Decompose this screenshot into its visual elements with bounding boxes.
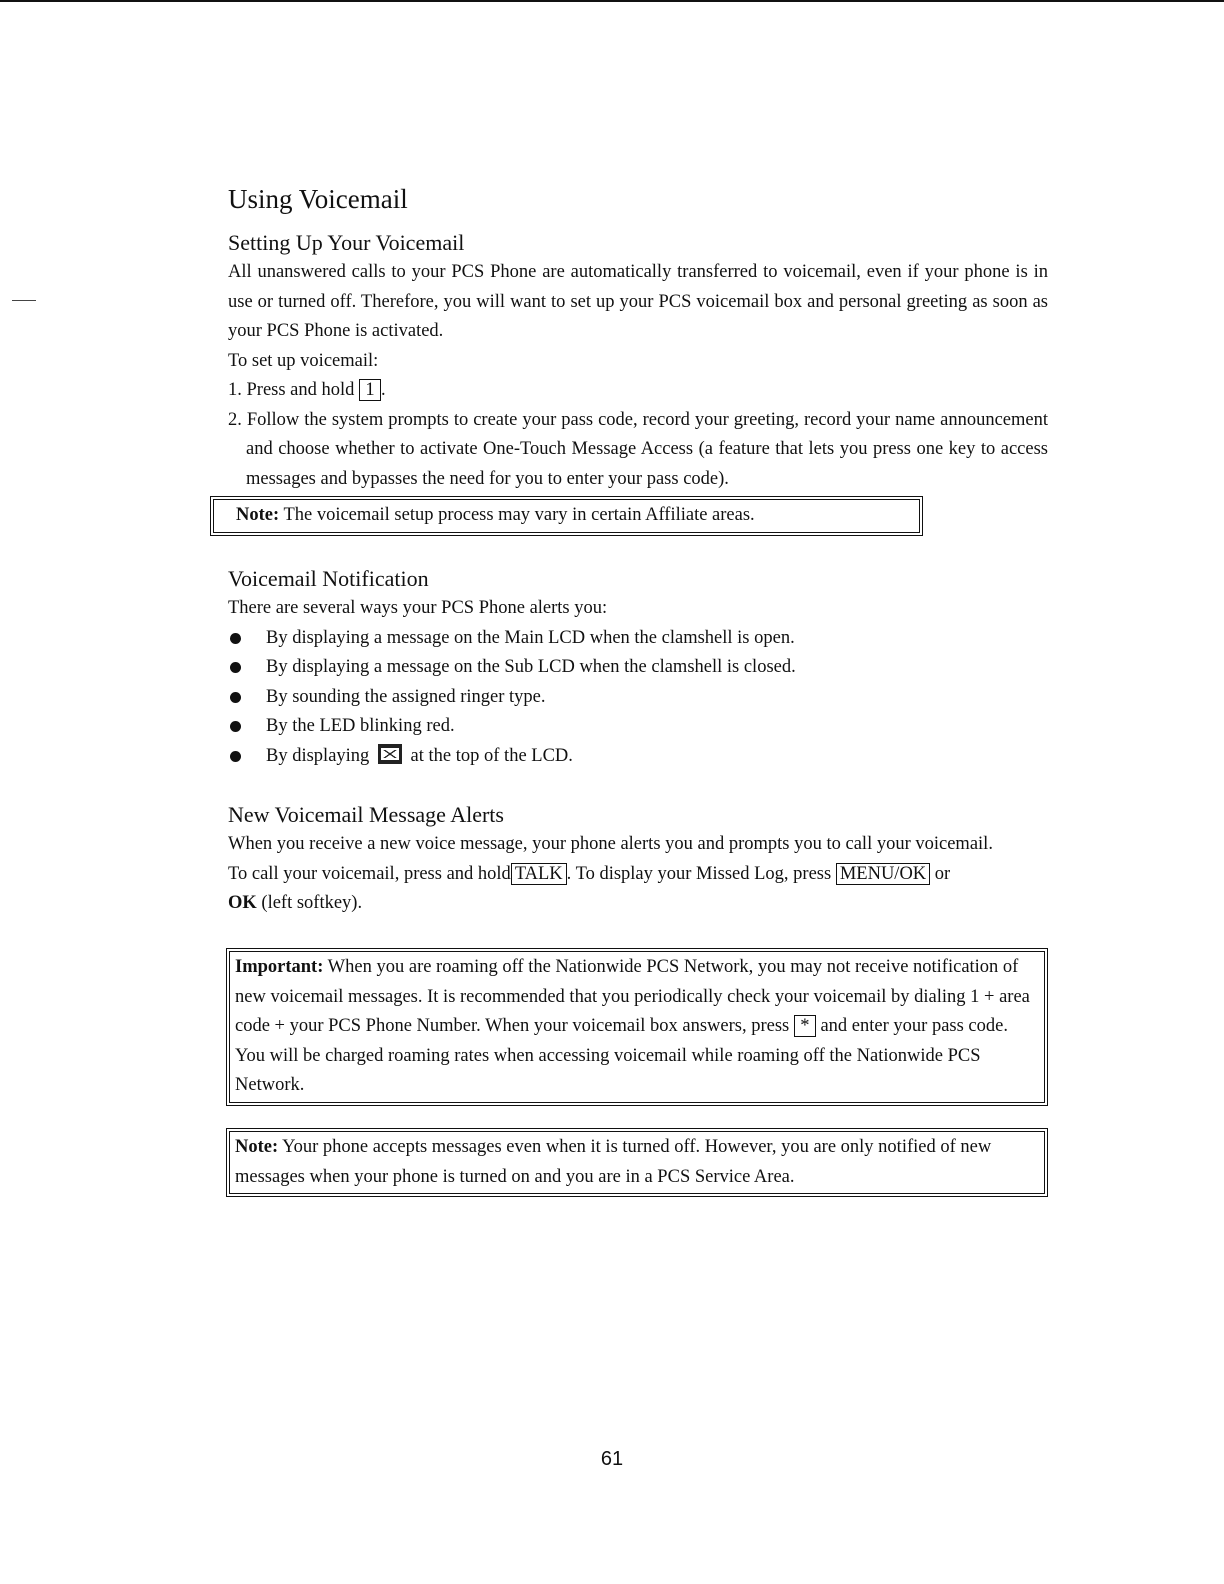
- voicemail-envelope-icon: [378, 744, 402, 764]
- menu-ok-key: MENU/OK: [836, 863, 930, 885]
- setup-intro: All unanswered calls to your PCS Phone are automatically transferred to voicemail, even if your phone is in use or turned off. Therefore, you will want to set up your PCS voicemail box and personal greeting as soon as your PCS Phone is activated.: [228, 262, 1048, 341]
- notification-intro: There are several ways your PCS Phone alerts you:: [228, 598, 608, 618]
- star-key: *: [794, 1015, 816, 1037]
- top-rule: [0, 0, 1224, 2]
- page-title: Using Voicemail: [228, 184, 408, 214]
- alerts-instructions: To call your voicemail, press and hold TALK . To display your Missed Log, press MENU/OK or OK (left softkey).: [228, 863, 951, 913]
- alerts-heading: New Voicemail Message Alerts: [228, 802, 504, 827]
- bullet-icon: [230, 662, 241, 673]
- setup-step-1: [228, 376, 1048, 406]
- setup-note-box: [210, 496, 923, 536]
- important-text-1: When you are roaming off the Nationwide PCS Network, you may not receive notification of new voicemail messages. It is recommended that you periodically check your voicemail by dialing 1 + area code + your PCS Phone Number. When your voicemail box answers, press: [235, 957, 1030, 1036]
- important-label: Important:: [235, 957, 324, 977]
- ok-softkey-label: OK: [228, 893, 257, 913]
- talk-key: TALK: [511, 863, 567, 885]
- list-item: By displaying a message on the Sub LCD when the clamshell is closed.: [228, 653, 1048, 683]
- step-1-suffix: .: [381, 380, 386, 400]
- notification-section: [228, 564, 1048, 771]
- note-label: Note:: [236, 505, 280, 525]
- notification-list: [228, 624, 1048, 772]
- important-box: [226, 948, 1048, 1106]
- note-label: Note:: [235, 1137, 279, 1157]
- page-number: 61: [600, 1448, 624, 1470]
- alerts-section: [228, 800, 1048, 919]
- alerts-intro: When you receive a new voice message, your phone alerts you and prompts you to call your voicemail.: [228, 834, 993, 854]
- list-item: By sounding the assigned ringer type.: [228, 683, 1048, 713]
- notification-heading: Voicemail Notification: [228, 566, 429, 591]
- bullet-icon: [230, 692, 241, 703]
- setup-lead: To set up voicemail:: [228, 350, 379, 371]
- bullet-icon: [230, 721, 241, 732]
- list-item: By displaying at the top of the LCD.: [228, 742, 1048, 772]
- key-1: 1: [359, 379, 381, 401]
- setup-step-2: 2. Follow the system prompts to create your pass code, record your greeting, record your name announcement and choose whether to activate One-Touch Message Access (a feature that lets you press one key to access messages and bypasses the need for you to enter your pass code).: [228, 409, 1048, 489]
- note-text: The voicemail setup process may vary in certain Affiliate areas.: [279, 505, 755, 525]
- list-item: By the LED blinking red.: [228, 712, 1048, 742]
- page-content: [228, 182, 1048, 494]
- margin-mark: [12, 300, 36, 301]
- bullet-icon: [230, 751, 241, 762]
- bullet-icon: [230, 633, 241, 644]
- list-item: By displaying a message on the Main LCD when the clamshell is open.: [228, 624, 1048, 654]
- setup-heading: Setting Up Your Voicemail: [228, 230, 465, 255]
- note-text: Your phone accepts messages even when it is turned off. However, you are only notified of new messages when your phone is turned on and you are in a PCS Service Area.: [235, 1137, 992, 1187]
- alerts-note-box: [226, 1128, 1048, 1197]
- important-text-2: and enter your pass code. You will be charged roaming rates when accessing voicemail while roaming off the Nationwide PCS Network.: [235, 1016, 1008, 1095]
- step-1-text: 1. Press and hold: [228, 380, 355, 400]
